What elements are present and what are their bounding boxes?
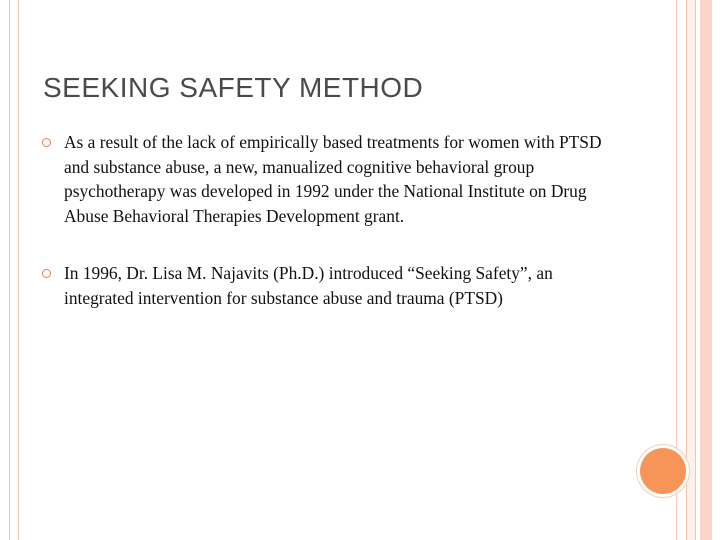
bullet-text-1: As a result of the lack of empirically based treatments for women with PTSD and substance abuse, a new, manualized cognitive behavioral group psychotherapy was developed in 1992 under the National Institute on Drug Abuse Behavioral Therapies Development grant. (64, 132, 602, 226)
right-frame-border (686, 0, 696, 540)
left-frame-border (9, 0, 19, 540)
bullet-list (40, 130, 610, 310)
bullet-item-1 (40, 130, 610, 228)
bullet-text-2: In 1996, Dr. Lisa M. Najavits (Ph.D.) introduced “Seeking Safety”, an integrated intervention for substance abuse and trauma (PTSD) (64, 263, 553, 308)
right-frame-band (700, 0, 712, 540)
bullet-circle-icon (42, 269, 51, 278)
decorative-circle-icon (640, 448, 686, 494)
bullet-circle-icon (42, 138, 51, 147)
bullet-item-2 (40, 261, 610, 310)
slide-title: SEEKING SAFETY METHOD (43, 72, 424, 103)
